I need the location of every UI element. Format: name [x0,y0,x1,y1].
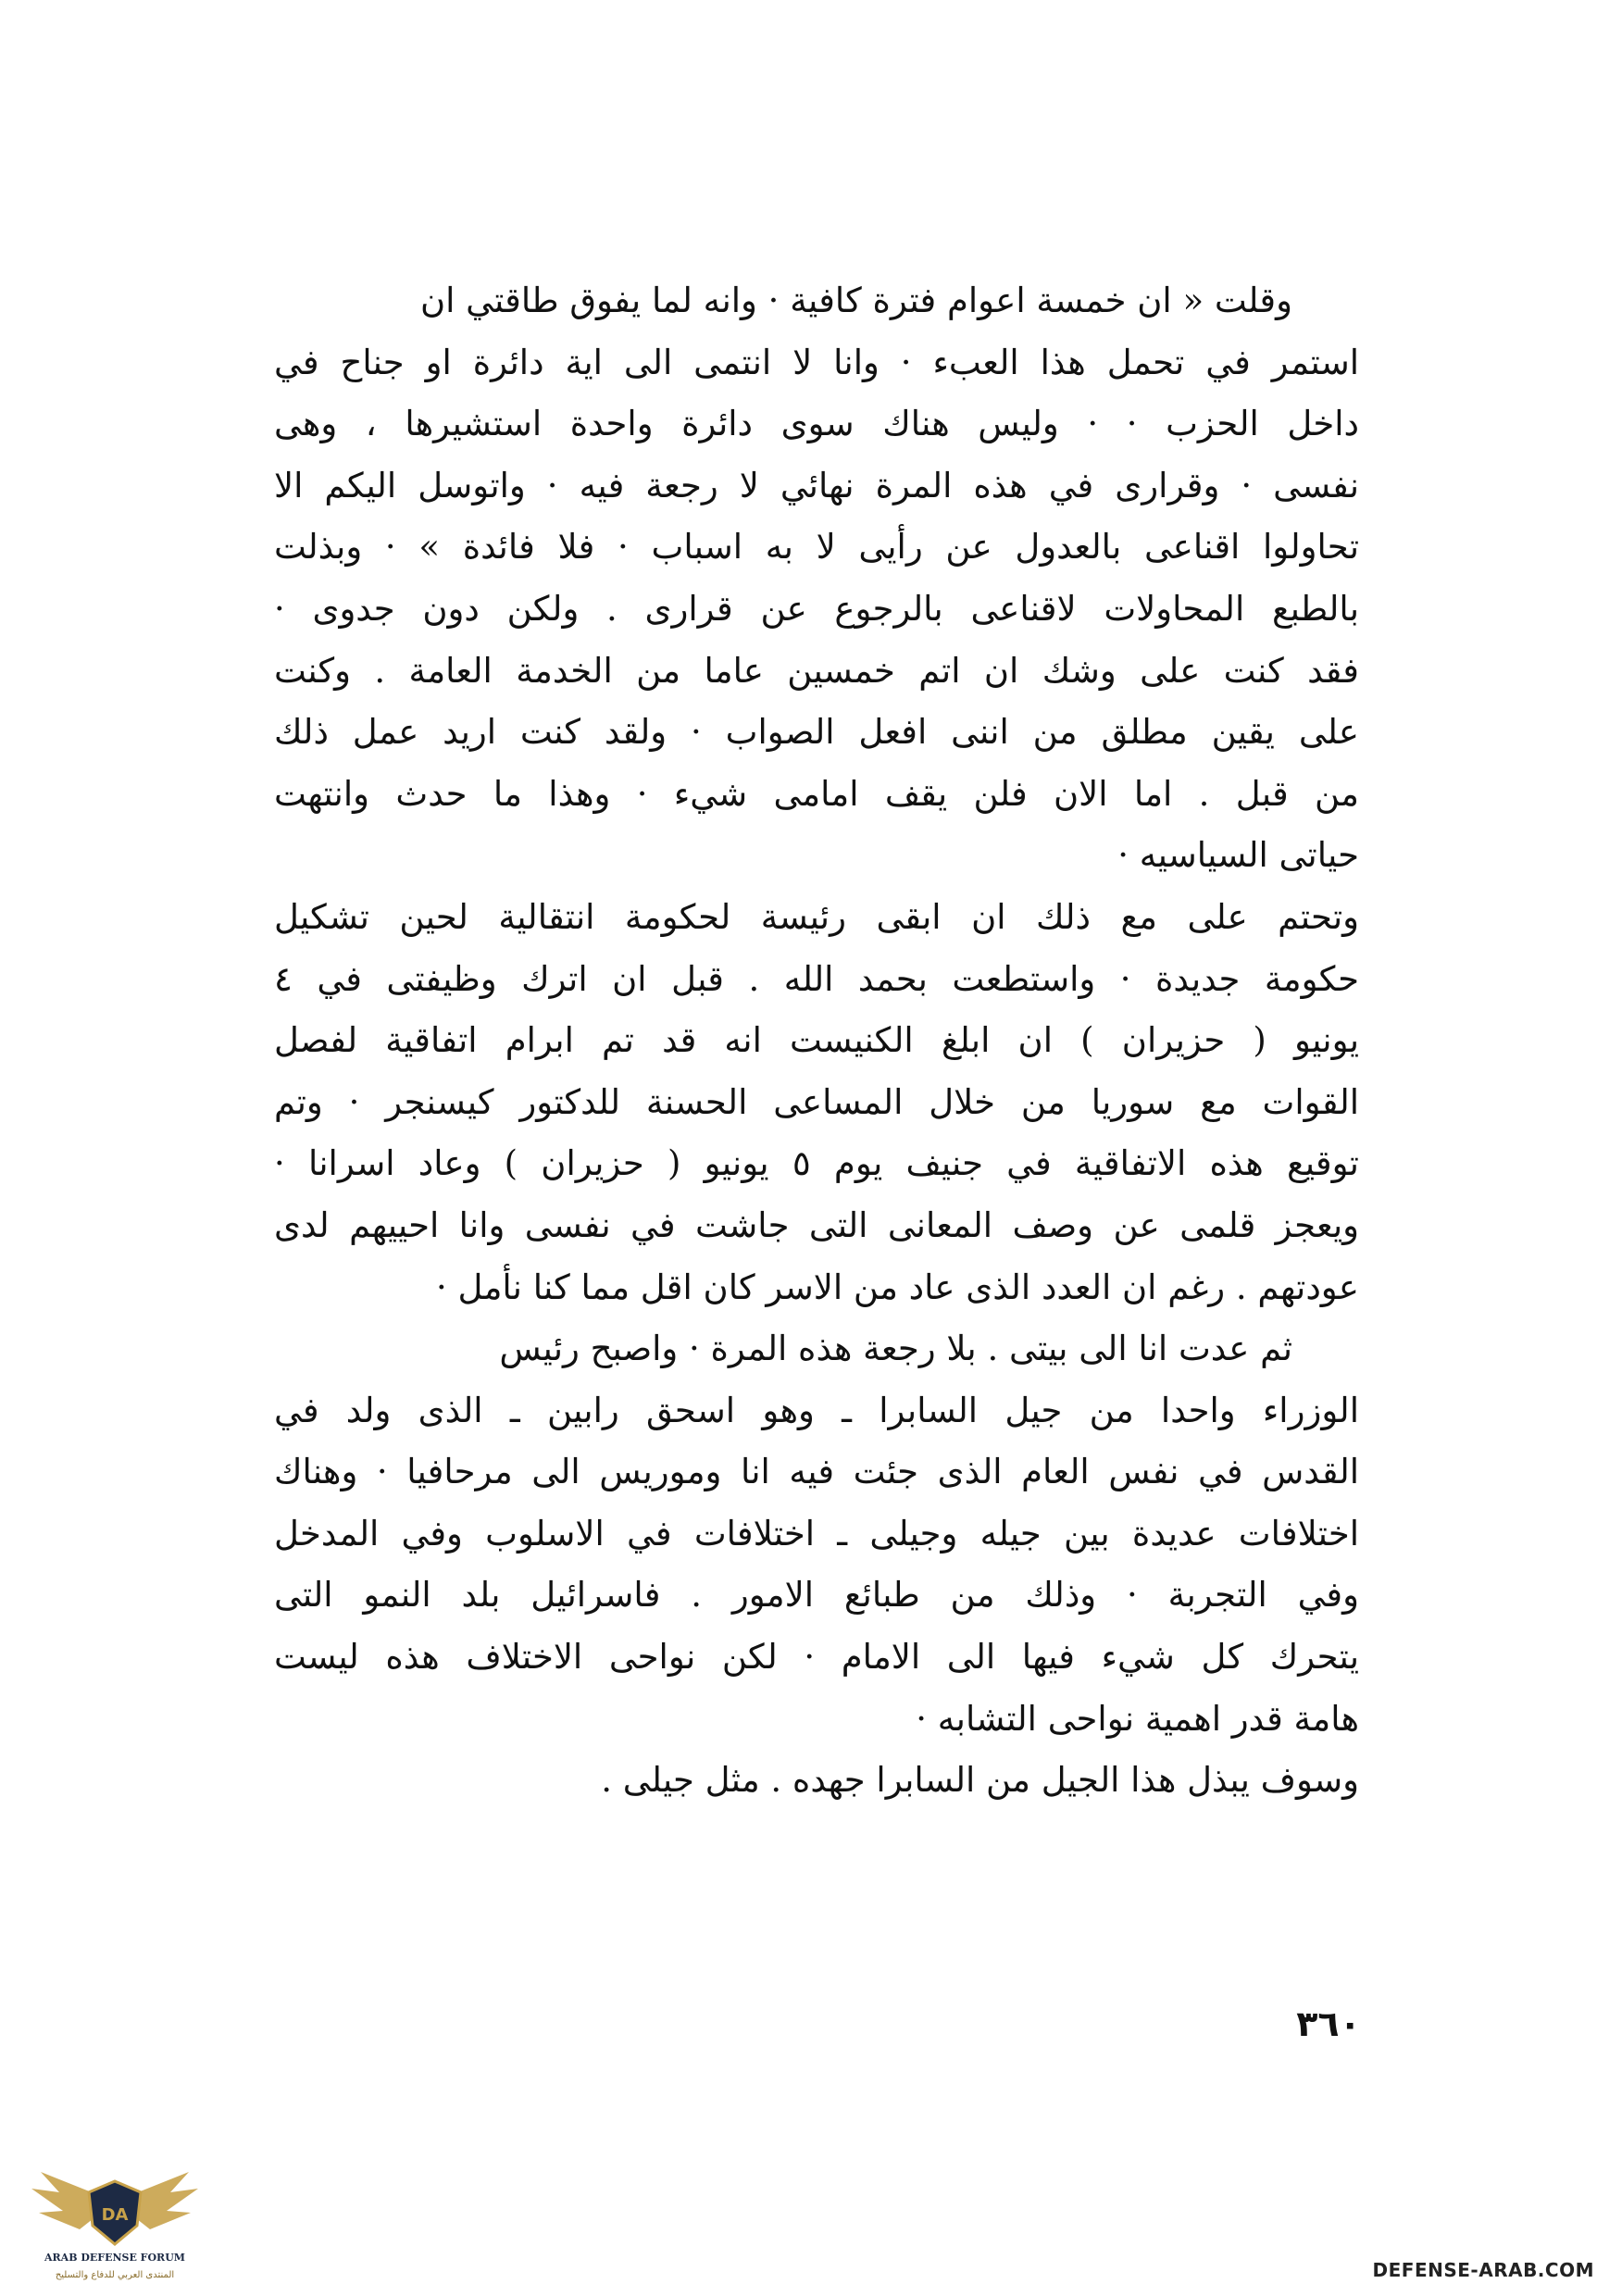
watermark-site: DEFENSE-ARAB.COM [1372,2259,1594,2281]
svg-text:المنتدى العربي للدفاع والتسليح: المنتدى العربي للدفاع والتسليح [55,2270,175,2280]
text-line: من قبل . اما الان فلن يقف امامى شيء · وهذا ما حدث وانتهت [274,773,1359,814]
text-line: وسوف يبذل هذا الجيل من السابرا جهده . مثل جيلى . [601,1760,1359,1801]
text-line: بالطبع المحاولات لاقناعى بالرجوع عن قرارى . ولكن دون جدوى · [274,588,1359,629]
text-line: توقيع هذه الاتفاقية في جنيف يوم ٥ يونيو ( حزيران ) وعاد اسرانا · [274,1143,1359,1184]
body-text [274,270,1359,1812]
paragraph-3 [274,1318,1359,1750]
paragraph-4 [274,1750,1359,1812]
svg-text:ARAB DEFENSE FORUM: ARAB DEFENSE FORUM [44,2252,185,2264]
text-line: حكومة جديدة · واستطعت بحمد الله . قبل ان اترك وظيفتى في ٤ [274,958,1359,999]
paragraph-1 [274,270,1359,887]
paragraph-2 [274,887,1359,1318]
text-line: فقد كنت على وشك ان اتم خمسين عاما من الخدمة العامة . وكنت [274,650,1359,691]
text-line: يونيو ( حزيران ) ان ابلغ الكنيست انه قد تم ابرام اتفاقية لفصل [274,1020,1359,1061]
text-line: داخل الحزب · · وليس هناك سوى دائرة واحدة استشيرها ، وهى [274,404,1359,444]
text-line: هامة قدر اهمية نواحى التشابه · [916,1698,1359,1739]
text-line: تحاولوا اقناعى بالعدول عن رأيى لا به اسباب · فلا فائدة » · وبذلت [274,527,1359,568]
text-line: ثم عدت انا الى بيتى . بلا رجعة هذه المرة · واصبح رئيس [499,1329,1292,1369]
text-line: الوزراء واحدا من جيل السابرا ـ وهو اسحق رابين ـ الذى ولد في [274,1390,1359,1430]
text-line: وفي التجربة · وذلك من طبائع الامور . فاسرائيل بلد النمو التى [274,1575,1359,1616]
arab-defense-forum-logo [22,2165,207,2285]
text-line: وقلت « ان خمسة اعوام فترة كافية · وانه لما يفوق طاقتي ان [419,281,1292,320]
text-line: القدس في نفس العام الذى جئت فيه انا وموريس الى مرحافيا · وهناك [274,1452,1359,1492]
text-line: القوات مع سوريا من خلال المساعى الحسنة للدكتور كيسنجر · وتم [274,1081,1359,1122]
text-line: يتحرك كل شيء فيها الى الامام · لكن نواحى الاختلاف هذه ليست [274,1637,1359,1678]
text-line: اختلافات عديدة بين جيله وجيلى ـ اختلافات في الاسلوب وفي المدخل [274,1513,1359,1554]
text-line: وتحتم على مع ذلك ان ابقى رئيسة لحكومة انتقالية لحين تشكيل [274,896,1359,937]
text-line: عودتهم . رغم ان العدد الذى عاد من الاسر كان اقل مما كنا نأمل · [436,1267,1359,1307]
svg-text:DA: DA [101,2205,129,2225]
text-line: نفسى · وقرارى في هذه المرة نهائي لا رجعة فيه · واتوسل اليكم الا [274,465,1359,505]
text-line: ويعجز قلمى عن وصف المعانى التى جاشت في نفسى وانا احييهم لدى [274,1204,1359,1245]
page-number: ٣٦٠ [1296,2003,1361,2044]
text-line: على يقين مطلق من اننى افعل الصواب · ولقد كنت اريد عمل ذلك [274,712,1359,753]
text-line: استمر في تحمل هذا العبء · وانا لا انتمى الى اية دائرة او جناح في [274,342,1359,382]
text-line: حياتى السياسيه · [1117,835,1359,876]
